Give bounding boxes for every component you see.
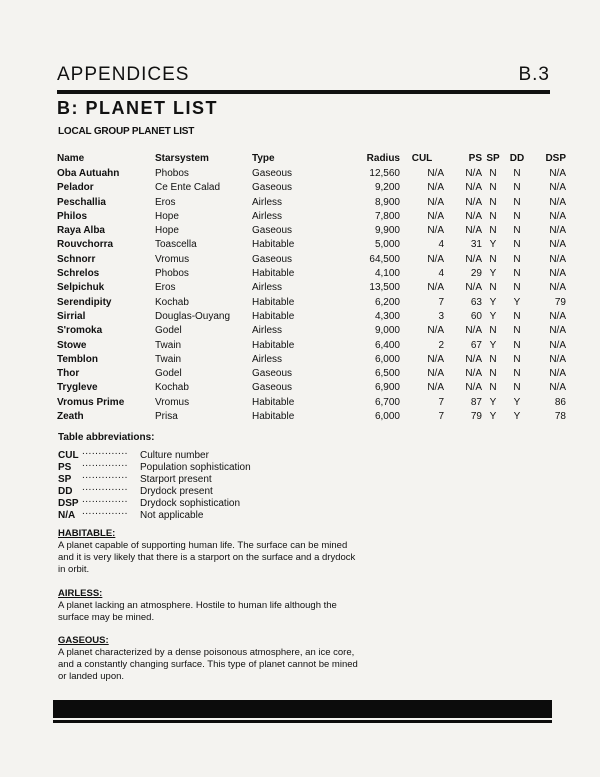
table-row [57, 210, 566, 224]
table-cell: N/A [549, 382, 566, 394]
abbreviation-leader: .............. [82, 494, 128, 505]
table-cell: Y [513, 396, 521, 408]
table-cell: Trygleve [57, 382, 98, 394]
table-row [57, 296, 566, 310]
footer-bar [53, 700, 552, 718]
table-cell: N/A [465, 210, 482, 222]
table-cell: Airless [252, 353, 283, 365]
abbreviation-label: Drydock sophistication [140, 498, 241, 509]
table-cell: N/A [549, 353, 566, 365]
table-header-row [57, 150, 566, 167]
table-cell: Douglas-Ouyang [155, 310, 231, 322]
abbreviation-item [58, 458, 251, 473]
column-header: Radius [366, 153, 400, 164]
table-cell: N [489, 325, 497, 337]
table-cell: 6,200 [374, 296, 400, 308]
table-cell: N [513, 339, 521, 351]
abbreviation-key: SP [58, 474, 72, 485]
table-cell: Eros [155, 196, 176, 208]
column-header: CUL [411, 153, 433, 164]
definition-term: AIRLESS: [58, 588, 103, 599]
table-cell: Rouvchorra [57, 239, 114, 251]
table-cell: Pelador [57, 182, 94, 194]
table-cell: N/A [465, 196, 482, 208]
table-cell: 4 [438, 239, 444, 251]
table-cell: 4 [438, 268, 444, 280]
table-cell: Kochab [155, 296, 189, 308]
table-cell: N [489, 382, 497, 394]
table-cell: N [489, 353, 497, 365]
table-cell: 12,560 [369, 168, 400, 179]
table-row [57, 367, 566, 381]
table-cell: N/A [427, 182, 444, 194]
table-cell: N/A [427, 225, 444, 237]
table-cell: N/A [465, 382, 482, 394]
table-cell: N/A [427, 210, 444, 222]
table-cell: N [513, 253, 521, 265]
table-cell: Habitable [252, 296, 295, 308]
table-cell: 6,700 [374, 396, 400, 408]
table-cell: N/A [465, 353, 482, 365]
abbreviation-label: Population sophistication [140, 462, 251, 473]
table-cell: N/A [549, 282, 566, 294]
column-header: Starsystem [155, 153, 209, 164]
table-cell: Temblon [57, 353, 98, 365]
table-cell: Airless [252, 196, 283, 208]
table-cell: 79 [554, 296, 566, 308]
abbreviation-leader: .............. [82, 470, 128, 481]
planet-table [57, 150, 566, 424]
table-cell: Oba Autuahn [57, 168, 120, 179]
table-cell: N/A [549, 225, 566, 237]
table-cell: Y [489, 339, 497, 351]
table-cell: N/A [465, 325, 482, 337]
table-row [57, 324, 566, 338]
table-cell: Godel [155, 368, 182, 380]
column-header: PS [468, 153, 482, 164]
table-cell: N/A [549, 339, 566, 351]
table-cell: Serendipity [57, 296, 112, 308]
table-cell: N/A [549, 253, 566, 265]
table-cell: 6,000 [374, 353, 400, 365]
table-cell: Sirrial [57, 310, 86, 322]
table-cell: Airless [252, 325, 283, 337]
table-cell: Y [489, 396, 497, 408]
definition-airless [58, 588, 358, 624]
table-cell: Y [513, 296, 521, 308]
abbreviation-leader: .............. [82, 482, 128, 493]
table-cell: Peschallia [57, 196, 106, 208]
table-cell: Kochab [155, 382, 189, 394]
table-cell: Twain [155, 339, 182, 351]
abbreviation-leader: .............. [82, 506, 128, 517]
table-cell: Schrelos [57, 268, 100, 280]
table-cell: N [513, 268, 521, 280]
table-cell: N [489, 196, 497, 208]
table-cell: Habitable [252, 396, 295, 408]
table-row [57, 396, 566, 410]
table-cell: N/A [549, 196, 566, 208]
definition-text: A planet characterized by a dense poisonous atmosphere, an ice core, and a constantly changing surface. This type of planet cannot be mined or landed upon. [58, 647, 358, 682]
table-subtitle: LOCAL GROUP PLANET LIST [58, 126, 195, 137]
definition-text: A planet capable of supporting human life. The surface can be mined and it is very likely that there is a starport on the surface and a drydock in orbit. [58, 540, 356, 575]
table-cell: N [513, 239, 521, 251]
table-cell: 7 [438, 296, 444, 308]
table-row [57, 381, 566, 395]
table-cell: 7 [438, 411, 444, 423]
table-cell: Habitable [252, 339, 295, 351]
table-cell: 4,300 [374, 310, 400, 322]
abbreviation-item [58, 482, 251, 497]
table-cell: 60 [470, 310, 482, 322]
table-row [57, 253, 566, 267]
table-cell: Gaseous [252, 368, 293, 380]
table-cell: Eros [155, 282, 176, 294]
table-cell: N/A [549, 182, 566, 194]
table-cell: N [489, 282, 497, 294]
table-cell: 64,500 [369, 253, 400, 265]
table-cell: Airless [252, 282, 283, 294]
table-cell: Gaseous [252, 382, 293, 394]
footer-rule [53, 720, 552, 723]
table-cell: N/A [427, 353, 444, 365]
page-title: B: PLANET LIST [57, 98, 218, 118]
definition-term: HABITABLE: [58, 528, 116, 539]
table-cell: 63 [470, 296, 482, 308]
table-cell: N/A [549, 168, 566, 179]
abbreviation-label: Starport present [140, 474, 212, 485]
table-cell: 7 [438, 396, 444, 408]
column-header: DD [509, 153, 525, 164]
abbreviation-key: CUL [58, 450, 79, 461]
page-number: B.3 [518, 64, 550, 85]
table-cell: N [513, 310, 521, 322]
table-cell: Toascella [155, 239, 197, 251]
table-cell: 79 [470, 411, 482, 423]
table-cell: N/A [465, 253, 482, 265]
table-cell: Gaseous [252, 182, 293, 194]
table-cell: Y [489, 239, 497, 251]
table-cell: S'romoka [57, 325, 103, 337]
table-cell: N/A [427, 382, 444, 394]
table-cell: N/A [427, 196, 444, 208]
table-cell: Habitable [252, 310, 295, 322]
table-row [57, 410, 566, 424]
abbreviation-key: DD [58, 486, 73, 497]
table-cell: N [513, 282, 521, 294]
table-cell: Habitable [252, 268, 295, 280]
table-cell: N [489, 225, 497, 237]
table-cell: N/A [549, 325, 566, 337]
table-row [57, 181, 566, 195]
table-row [57, 167, 566, 181]
table-row [57, 238, 566, 252]
table-cell: Y [489, 296, 497, 308]
table-cell: Godel [155, 325, 182, 337]
abbreviations-title: Table abbreviations: [58, 432, 155, 443]
abbreviation-label: Not applicable [140, 510, 204, 521]
table-cell: 6,400 [374, 339, 400, 351]
table-cell: Zeath [57, 411, 84, 423]
table-cell: Y [489, 268, 497, 280]
table-cell: Habitable [252, 239, 295, 251]
abbreviation-key: PS [58, 462, 72, 473]
table-cell: 8,900 [374, 196, 400, 208]
column-header: Name [57, 153, 85, 164]
table-cell: Gaseous [252, 225, 293, 237]
abbreviation-leader: .............. [82, 446, 128, 457]
abbreviation-key: N/A [58, 510, 76, 521]
column-header: SP [486, 153, 500, 164]
table-cell: N/A [549, 239, 566, 251]
table-cell: 9,200 [374, 182, 400, 194]
table-cell: 67 [470, 339, 482, 351]
table-cell: Y [513, 411, 521, 423]
definition-text: A planet lacking an atmosphere. Hostile to human life although the surface may be mined. [58, 600, 337, 623]
table-cell: Philos [57, 210, 88, 222]
table-cell: N [513, 353, 521, 365]
table-cell: 78 [554, 411, 566, 423]
table-cell: N [513, 168, 521, 179]
table-cell: N [513, 225, 521, 237]
table-cell: 7,800 [374, 210, 400, 222]
table-cell: Vromus [155, 253, 190, 265]
table-cell: N [513, 210, 521, 222]
table-cell: Habitable [252, 411, 295, 423]
table-cell: 13,500 [369, 282, 400, 294]
table-cell: Vromus Prime [57, 396, 125, 408]
column-header: Type [252, 153, 275, 164]
table-row [57, 310, 566, 324]
table-cell: N/A [465, 282, 482, 294]
table-cell: N/A [427, 282, 444, 294]
table-cell: N/A [465, 182, 482, 194]
abbreviation-label: Drydock present [140, 486, 213, 497]
abbreviation-item [58, 494, 251, 509]
table-cell: 5,000 [374, 239, 400, 251]
table-row [57, 224, 566, 238]
table-cell: N/A [427, 253, 444, 265]
table-cell: N [489, 168, 497, 179]
header-rule [57, 90, 550, 94]
abbreviation-key: DSP [58, 498, 79, 509]
table-cell: Selpichuk [57, 282, 105, 294]
page-header [57, 64, 550, 90]
table-cell: N [489, 253, 497, 265]
table-cell: N/A [549, 210, 566, 222]
table-cell: Airless [252, 210, 283, 222]
table-cell: Raya Alba [57, 225, 105, 237]
table-cell: N [513, 382, 521, 394]
table-cell: Stowe [57, 339, 87, 351]
table-cell: Twain [155, 353, 182, 365]
table-cell: Schnorr [57, 253, 96, 265]
column-header: DSP [545, 153, 566, 164]
abbreviation-label: Culture number [140, 450, 209, 461]
table-cell: Y [489, 411, 497, 423]
table-cell: N [489, 182, 497, 194]
abbreviation-leader: .............. [82, 458, 128, 469]
table-cell: N [513, 325, 521, 337]
table-cell: N/A [427, 368, 444, 380]
table-row [57, 281, 566, 295]
table-cell: N/A [465, 368, 482, 380]
table-cell: Prisa [155, 411, 178, 423]
table-row [57, 196, 566, 210]
table-cell: N/A [427, 325, 444, 337]
table-cell: N [513, 196, 521, 208]
table-cell: 3 [438, 310, 444, 322]
table-cell: Hope [155, 210, 179, 222]
table-cell: 2 [438, 339, 444, 351]
table-cell: 4,100 [374, 268, 400, 280]
table-cell: N/A [465, 168, 482, 179]
table-cell: Gaseous [252, 168, 293, 179]
abbreviation-item [58, 446, 251, 461]
definition-gaseous [58, 635, 358, 683]
table-cell: 29 [470, 268, 482, 280]
table-cell: N/A [549, 310, 566, 322]
table-cell: N [489, 210, 497, 222]
table-cell: N/A [427, 168, 444, 179]
table-cell: N [489, 368, 497, 380]
table-cell: 86 [554, 396, 566, 408]
table-row [57, 267, 566, 281]
definition-term: GASEOUS: [58, 635, 109, 646]
table-cell: 87 [470, 396, 482, 408]
table-row [57, 353, 566, 367]
table-cell: Gaseous [252, 253, 293, 265]
table-cell: 9,000 [374, 325, 400, 337]
table-row [57, 339, 566, 353]
table-cell: Phobos [155, 268, 189, 280]
table-cell: 6,500 [374, 368, 400, 380]
table-cell: N [513, 368, 521, 380]
definition-habitable [58, 528, 358, 576]
table-cell: Vromus [155, 396, 190, 408]
table-cell: N [513, 182, 521, 194]
table-cell: N/A [549, 368, 566, 380]
table-cell: 6,000 [374, 411, 400, 423]
table-cell: Hope [155, 225, 179, 237]
table-cell: 31 [470, 239, 482, 251]
table-cell: N/A [465, 225, 482, 237]
table-cell: Ce Ente Calad [155, 182, 221, 194]
table-cell: 6,900 [374, 382, 400, 394]
table-cell: Phobos [155, 168, 189, 179]
table-cell: Thor [57, 368, 80, 380]
section-name: APPENDICES [57, 64, 190, 85]
table-cell: N/A [549, 268, 566, 280]
abbreviations-list [58, 446, 251, 521]
table-cell: 9,900 [374, 225, 400, 237]
table-cell: Y [489, 310, 497, 322]
